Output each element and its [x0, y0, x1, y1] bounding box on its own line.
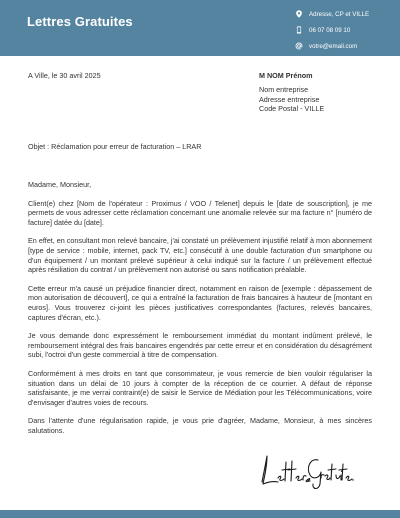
- body-paragraph: En effet, en consultant mon relevé bancaire, j'ai constaté un prélèvement injustifié relatif à mon abonnement [type de service : mobile, internet, pack TV, etc.] consécutif à une double facturation d'un smartphone ou d'un équipement / un montant prélevé supérieur à celui indiqué sur la facture / un prélèvement effectué après résiliation du contrat / un prélèvement non autorisé ou sans notification préalable.: [28, 236, 372, 275]
- phone-icon: [295, 26, 303, 34]
- at-sign-icon: [295, 42, 303, 50]
- letter-subject: Objet : Réclamation pour erreur de facturation – LRAR: [28, 142, 202, 151]
- email-text: votre@email.com: [309, 42, 358, 50]
- salutation: Madame, Monsieur,: [28, 180, 92, 189]
- letter-body: [28, 180, 372, 444]
- body-paragraph: Cette erreur m'a causé un préjudice financier direct, notamment en raison de [exemple : dépassement de mon autorisation de découvert], ce qui a entraîné la facturation de frais bancaires à hauteur de [montant en euros]. Vous trouverez ci-joint les pièces justificatives correspondantes (factures, relevés bancaires, captures d'écran, etc.).: [28, 283, 372, 322]
- recipient-address: Adresse entreprise: [259, 94, 320, 104]
- location-pin-icon: [295, 10, 303, 18]
- svg-text:Lettres Gratuites.: Lettres Gratuites.: [254, 448, 262, 449]
- recipient-block: [259, 71, 324, 114]
- body-paragraph: Dans l'attente d'une régularisation rapide, je vous prie d'agréer, Madame, Monsieur, à mes sincères salutations.: [28, 416, 372, 435]
- recipient-company: Nom entreprise: [259, 85, 309, 95]
- footer-bar: [0, 510, 400, 518]
- body-paragraph: Conformément à mes droits en tant que consommateur, je vous remercie de bien vouloir régulariser la situation dans un délai de 10 jours à compter de la réception de ce courrier. A défaut de réponse satisfaisante, je me verrai contraint(e) de saisir le Service de Médiation pour les Télécommunications, voire d'envisager d'autres voies de recours.: [28, 368, 372, 407]
- body-paragraph: Je vous demande donc expressément le remboursement immédiat du montant indûment prélevé, le remboursement intégral des frais bancaires engendrés par cette erreur et en considération du désagrément subi, l'octroi d'un geste commercial à titre de compensation.: [28, 331, 372, 360]
- contact-block: [295, 6, 369, 54]
- body-paragraph: Client(e) chez [Nom de l'opérateur : Proximus / VOO / Telenet] depuis le [date de souscription], je me permets de vous adresser cette réclamation concernant une anomalie relevée sur ma facture n° [numéro de facture] datée du [date].: [28, 198, 372, 227]
- header-bar: [0, 0, 400, 56]
- recipient-name: M NOM Prénom: [259, 71, 313, 80]
- date-place: A Ville, le 30 avril 2025: [28, 71, 101, 80]
- contact-phone: [295, 22, 369, 38]
- phone-text: 06 07 08 09 10: [309, 26, 351, 34]
- address-text: Adresse, CP et VILLE: [309, 10, 370, 18]
- recipient-postal: Code Postal - VILLE: [259, 104, 325, 114]
- contact-email: [295, 38, 369, 54]
- contact-address: [295, 6, 369, 22]
- handwritten-signature: [254, 448, 354, 492]
- brand-title: Lettres Gratuites: [27, 14, 133, 29]
